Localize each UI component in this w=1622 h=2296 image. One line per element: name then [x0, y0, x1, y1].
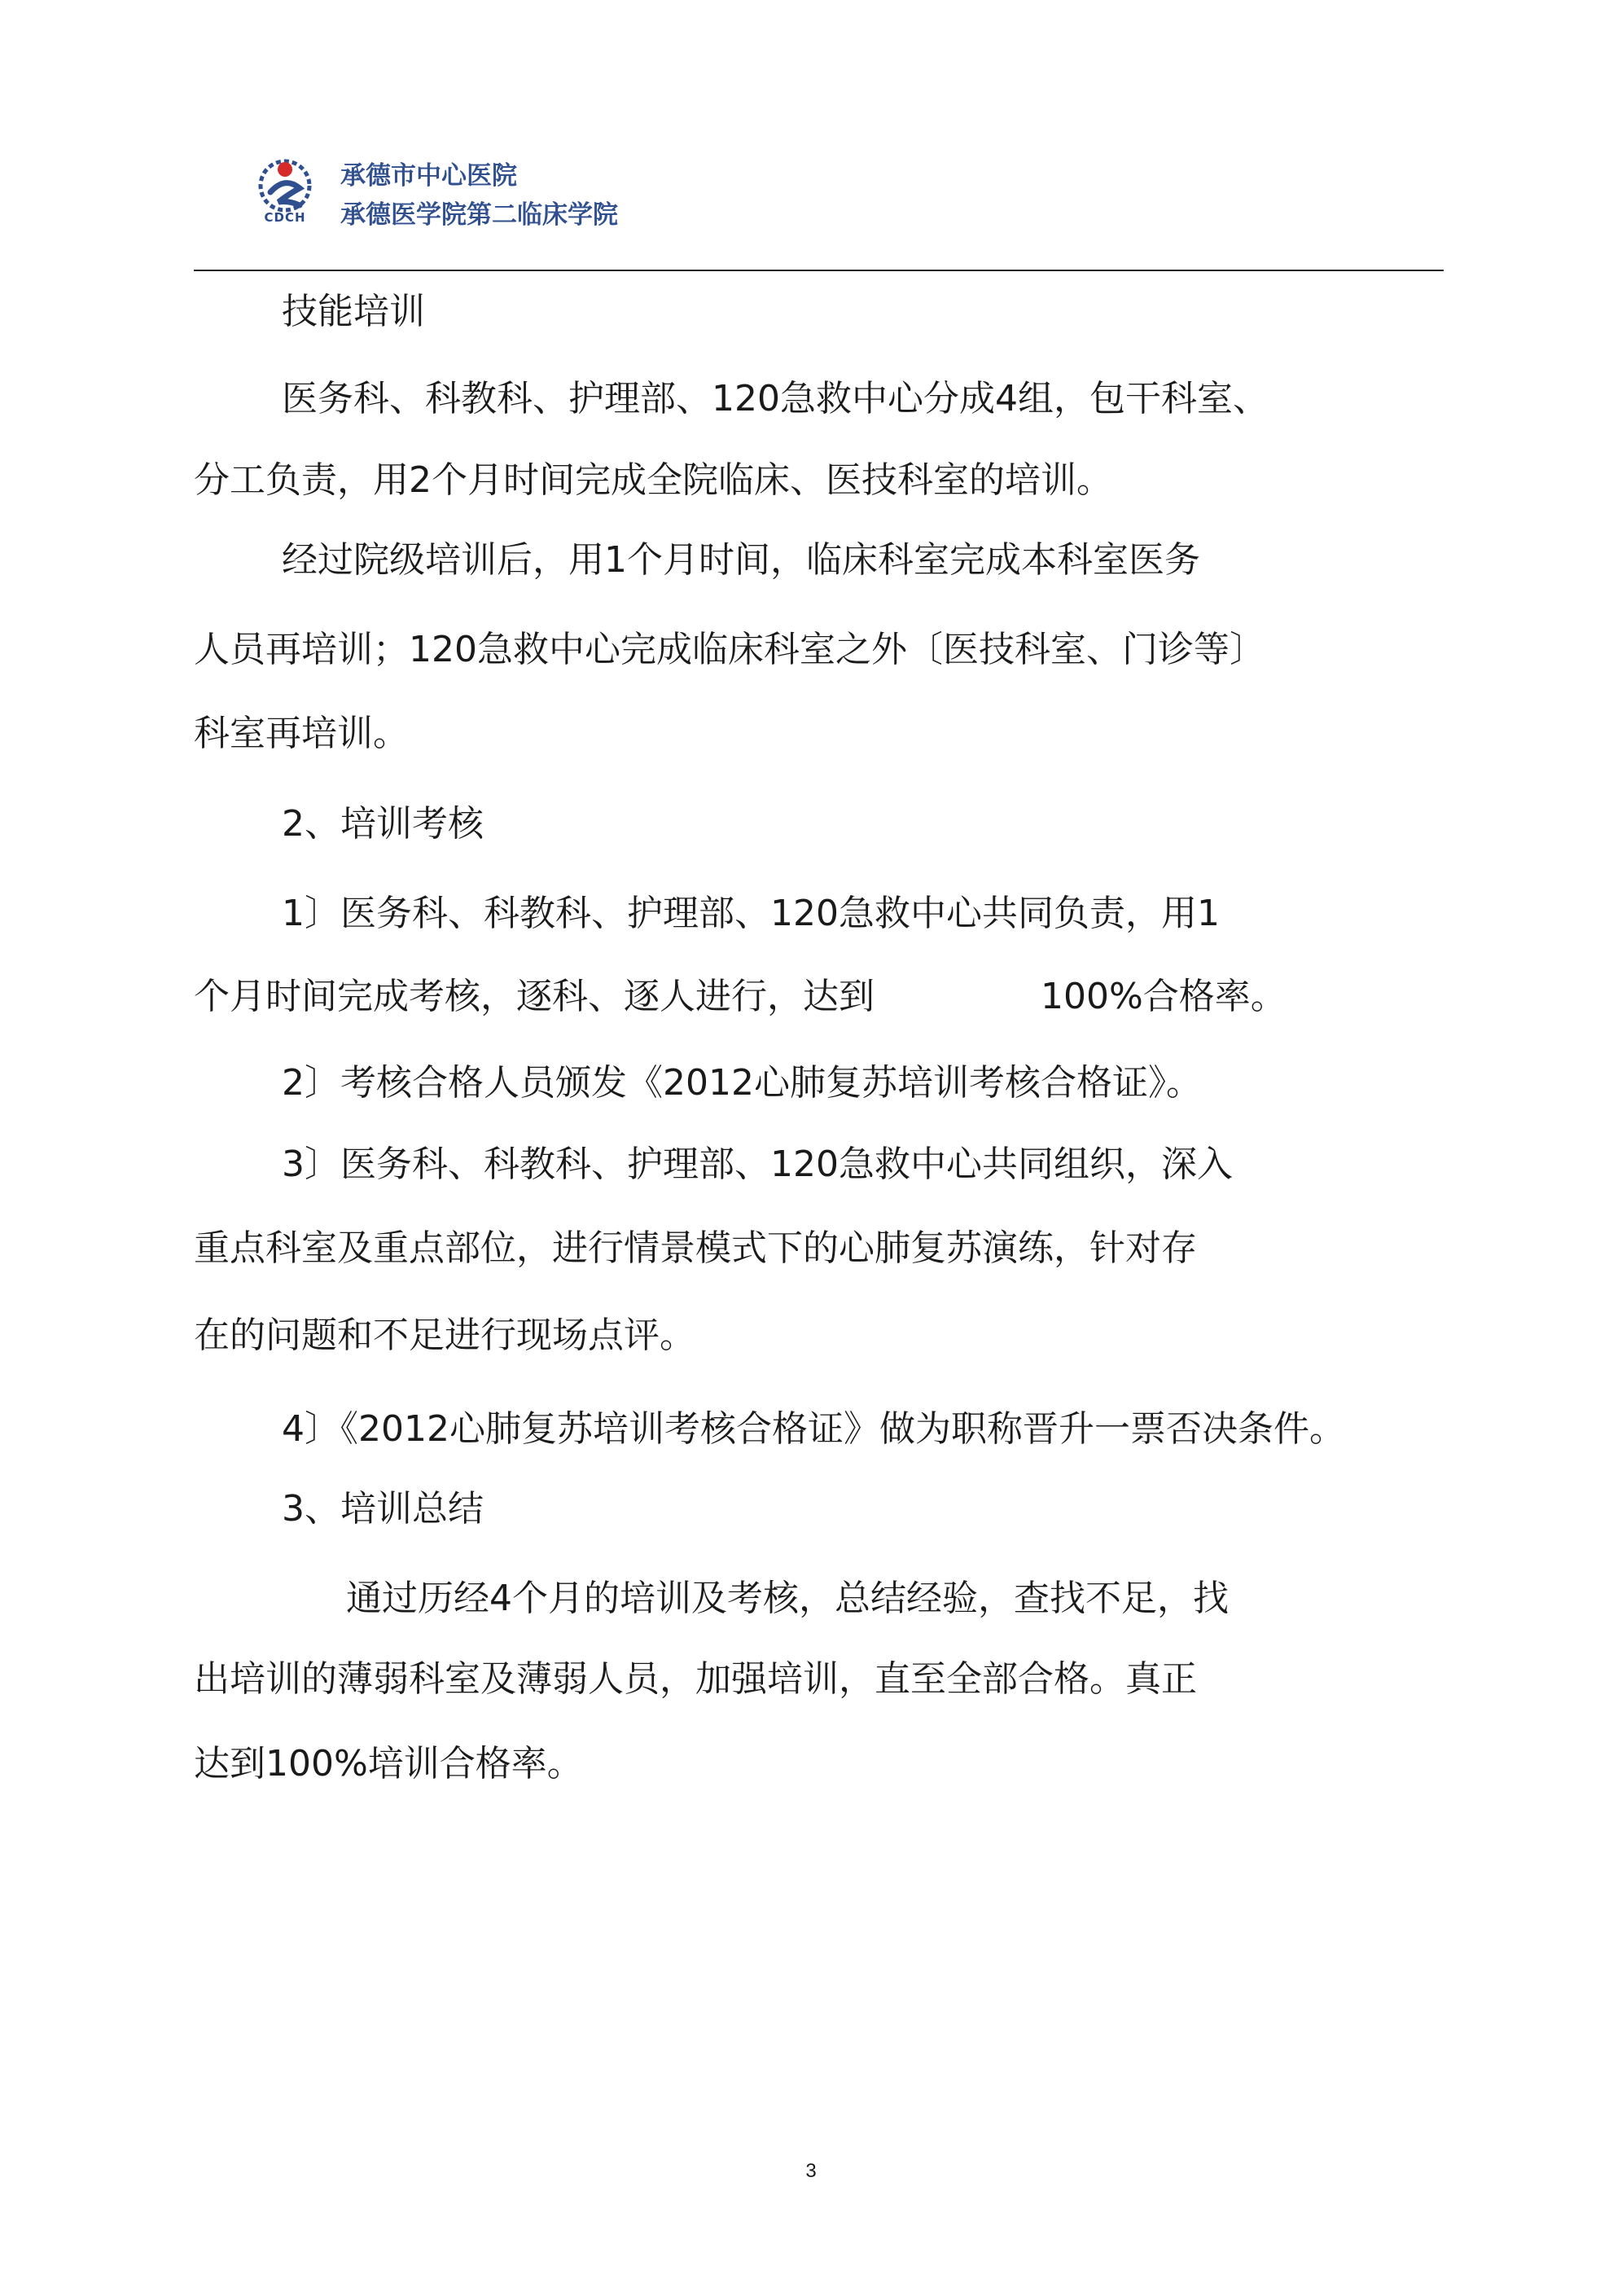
- paragraph-line: 经过院级培训后，用1个月时间，临床科室完成本科室医务: [282, 539, 1200, 581]
- section-heading: 2、培训考核: [282, 803, 484, 845]
- paragraph-line: 2〕考核合格人员颁发《2012心肺复苏培训考核合格证》。: [282, 1062, 1202, 1104]
- paragraph-line: 出培训的薄弱科室及薄弱人员，加强培训，直至全部合格。真正: [194, 1658, 1197, 1700]
- paragraph-line: 达到100%培训合格率。: [194, 1743, 583, 1785]
- paragraph-line: 4〕《2012心肺复苏培训考核合格证》做为职称晋升一票否决条件。: [282, 1408, 1345, 1450]
- logo-text: CDCH: [264, 210, 306, 225]
- paragraph-line: 科室再培训。: [194, 713, 409, 754]
- paragraph-line: 在的问题和不足进行现场点评。: [194, 1315, 695, 1356]
- paragraph-line: 个月时间完成考核，逐科、逐人进行，达到: [194, 976, 875, 1017]
- paragraph-line: 医务科、科教科、护理部、120急救中心分成4组，包干科室、: [282, 378, 1269, 419]
- hospital-name: 承德市中心医院: [340, 161, 517, 191]
- paragraph-line: 重点科室及重点部位，进行情景模式下的心肺复苏演练，针对存: [194, 1227, 1197, 1269]
- header-divider: [194, 270, 1444, 271]
- page-number: 3: [805, 2160, 817, 2182]
- paragraph-line: 1〕医务科、科教科、护理部、120急救中心共同负责，用1: [282, 893, 1220, 934]
- paragraph-line: 人员再培训；120急救中心完成临床科室之外〔医技科室、门诊等〕: [194, 629, 1265, 670]
- section-heading: 3、培训总结: [282, 1488, 484, 1530]
- page-header: [244, 147, 733, 236]
- paragraph-line: 3〕医务科、科教科、护理部、120急救中心共同组织，深入: [282, 1144, 1233, 1185]
- paragraph-line: 通过历经4个月的培训及考核，总结经验，查找不足，找: [346, 1578, 1229, 1619]
- paragraph-line: 分工负责，用2个月时间完成全院临床、医技科室的培训。: [194, 459, 1112, 501]
- paragraph-line: 技能培训: [282, 291, 425, 332]
- college-name: 承德医学院第二临床学院: [340, 200, 618, 230]
- paragraph-line: 100%合格率。: [1041, 976, 1287, 1017]
